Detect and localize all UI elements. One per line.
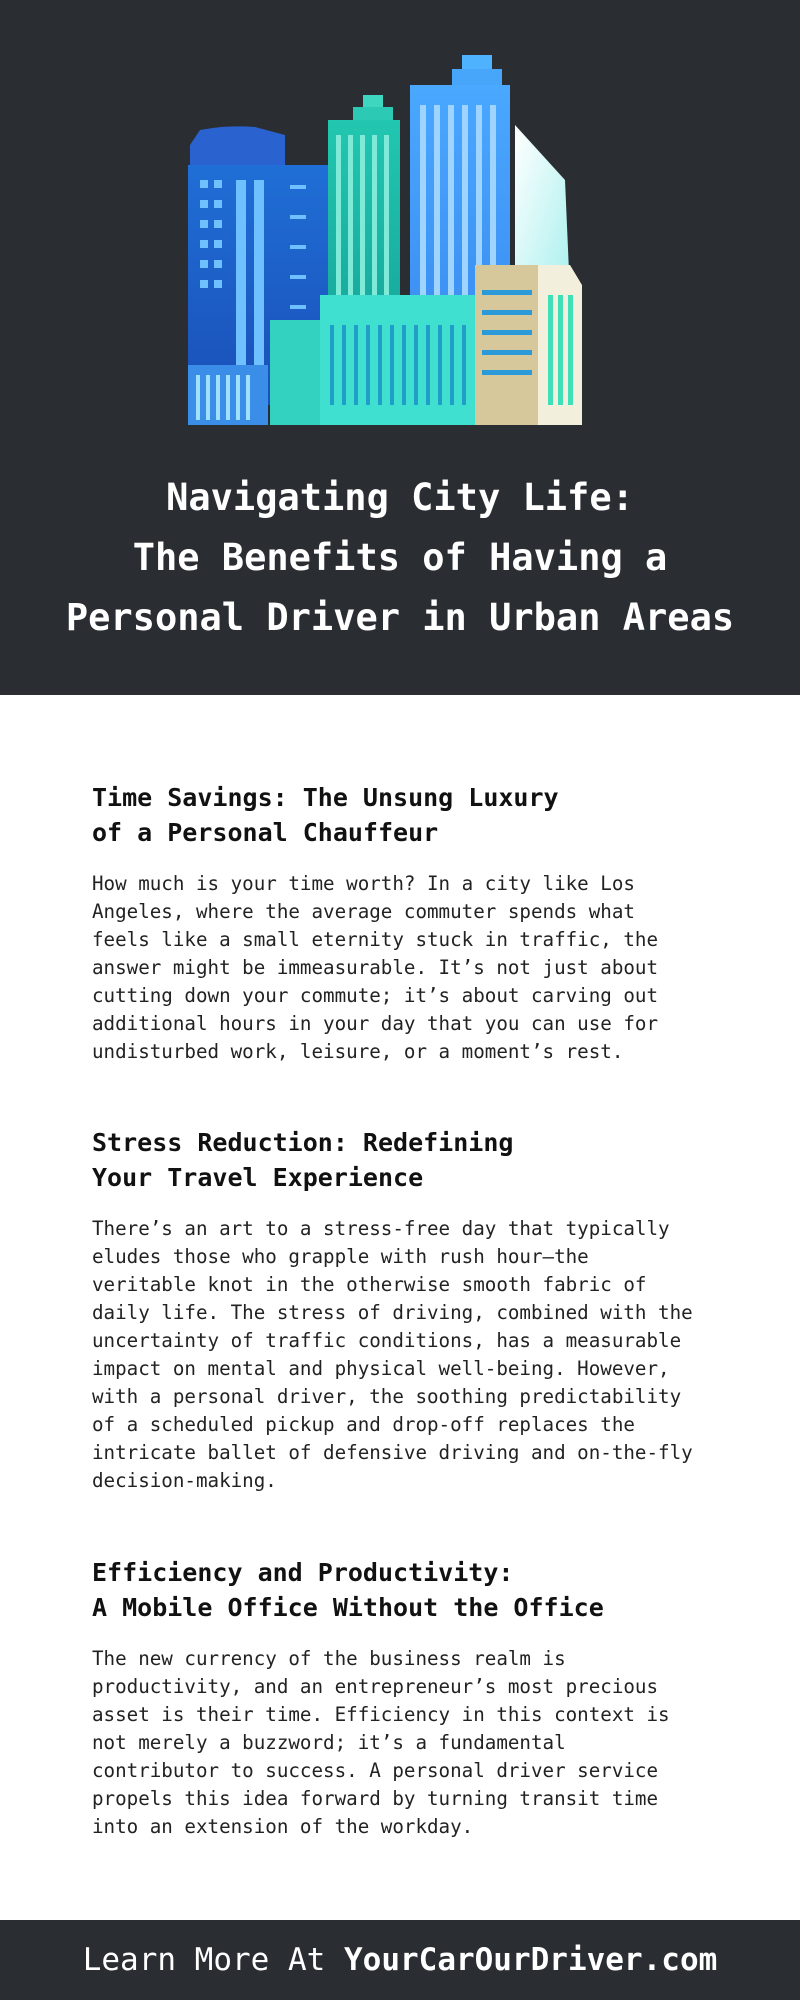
body-line: Angeles, where the average commuter spends what [92,900,635,923]
section-heading [92,1555,732,1625]
body-line: There’s an art to a stress-free day that typically [92,1217,670,1240]
body-line: feels like a small eternity stuck in traffic, the [92,928,659,951]
body-line: eludes those who grapple with rush hour—the [92,1245,589,1268]
section-stress-reduction [92,1125,732,1495]
section-body [92,1215,732,1495]
body-line: propels this idea forward by turning transit time [92,1787,659,1810]
body-line: answer might be immeasurable. It’s not just about [92,956,659,979]
body-line: uncertainty of traffic conditions, has a measurable [92,1329,682,1352]
body-line: into an extension of the workday. [92,1815,474,1838]
body-line: undisturbed work, leisure, or a moment’s rest. [92,1040,624,1063]
body-line: with a personal driver, the soothing predictability [92,1385,682,1408]
heading-line: Efficiency and Productivity: [92,1558,514,1587]
city-skyline-icon [170,35,630,445]
heading-line: Time Savings: The Unsung Luxury [92,783,559,812]
body-line: additional hours in your day that you can use for [92,1012,659,1035]
body-line: cutting down your commute; it’s about carving out [92,984,659,1007]
section-time-savings [92,780,732,1066]
section-heading [92,1125,732,1195]
header-banner [0,0,800,695]
body-line: impact on mental and physical well-being. However, [92,1357,670,1380]
body-line: productivity, and an entrepreneur’s most precious [92,1675,659,1698]
title-line: The Benefits of Having a [132,536,668,579]
body-line: asset is their time. Efficiency in this context is [92,1703,670,1726]
heading-line: A Mobile Office Without the Office [92,1593,604,1622]
body-line: of a scheduled pickup and drop-off replaces the [92,1413,635,1436]
section-efficiency [92,1555,732,1841]
body-line: intricate ballet of defensive driving and on-the-fly [92,1441,693,1464]
footer-url-link[interactable]: YourCarOurDriver.com [344,1942,718,1978]
heading-line: of a Personal Chauffeur [92,818,439,847]
title-line: Navigating City Life: [166,476,634,519]
title-line: Personal Driver in Urban Areas [65,596,735,639]
heading-line: Your Travel Experience [92,1163,424,1192]
page-title [0,468,800,648]
body-line: not merely a buzzword; it’s a fundamental [92,1731,566,1754]
body-line: decision-making. [92,1469,277,1492]
section-body [92,870,732,1066]
footer-banner [0,1920,800,2000]
body-line: contributor to success. A personal driver service [92,1759,659,1782]
section-body [92,1645,732,1841]
heading-line: Stress Reduction: Redefining [92,1128,514,1157]
body-line: The new currency of the business realm is [92,1647,566,1670]
body-line: veritable knot in the otherwise smooth fabric of [92,1273,647,1296]
section-heading [92,780,732,850]
body-line: daily life. The stress of driving, combined with the [92,1301,693,1324]
footer-prefix: Learn More At [82,1942,344,1978]
body-line: How much is your time worth? In a city like Los [92,872,635,895]
